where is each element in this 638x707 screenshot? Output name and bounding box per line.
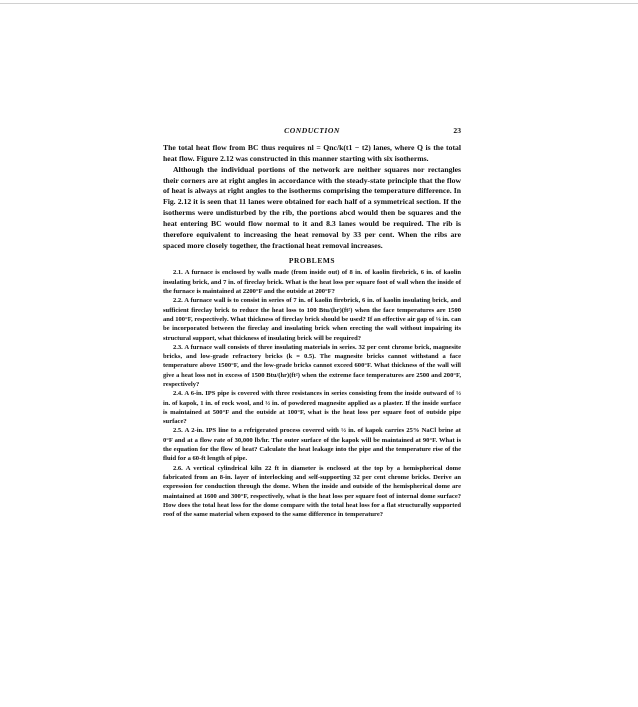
problems-heading: PROBLEMS xyxy=(288,256,336,266)
paragraph-1: The total heat flow from BC thus requires nl = Qnc/k(t1 − t2) lanes, where Q is the total heat flow. Figure 2.12 was constructed in this manner starting with six isotherms. xyxy=(163,143,461,163)
problem-2-6: 2.6. A vertical cylindrical kiln 22 ft in diameter is enclosed at the top by a hemispherical dome fabricated from an 8-in. layer of interlocking and self-supporting 32 per cent chrome bricks. Derive an expression for conduction through the dome. When the inside and outside of the hemispherical dome are maintained at 1600 and 300°F, respectively, what is the heat loss per square foot of internal dome surface? How does the total heat loss for the dome compare with the total heat loss for a flat structurally supported roof of the same material when exposed to the same difference in temperature? xyxy=(163,464,461,519)
problem-2-2: 2.2. A furnace wall is to consist in series of 7 in. of kaolin firebrick, 6 in. of kaolin insulating brick, and sufficient fireclay brick to reduce the heat loss to 100 Btu/(hr)(ft²) when the face temperatures are 1500 and 100°F, respectively. What thickness of fireclay brick should be used? If an effective air gap of ⅛ in. can be incorporated between the fireclay and insulating brick when erecting the wall without impairing its structural support, what thickness of insulating brick will be required? xyxy=(163,297,461,342)
problem-2-3: 2.3. A furnace wall consists of three insulating materials in series. 32 per cent chrome brick, magnesite bricks, and low-grade refractory bricks (k = 0.5). The magnesite bricks cannot withstand a face temperature above 1500°F, and the low-grade bricks cannot exceed 600°F. What thickness of the wall will give a heat loss not in excess of 1500 Btu/(hr)(ft²) when the extreme face temperatures are 2500 and 200°F, respectively? xyxy=(163,343,461,388)
book-page xyxy=(163,126,461,519)
problem-2-4: 2.4. A 6-in. IPS pipe is covered with three resistances in series consisting from the inside outward of ½ in. of kapok, 1 in. of rock wool, and ½ in. of powdered magnesite applied as a plaster. If the inside surface is maintained at 500°F and the outside at 100°F, what is the heat loss per square foot of outside pipe surface? xyxy=(163,390,461,426)
paragraph-2: Although the individual portions of the network are neither squares nor rectangles their corners are at right angles in accordance with the steady-state principle that the flow of heat is always at right angles to the isotherms comprising the temperature difference. In Fig. 2.12 it is seen that 11 lanes were obtained for each half of a symmetrical section. If the isotherms were undisturbed by the rib, the portions abcd would then be squares and the heat entering BC would flow normal to it and 8.3 lanes would be required. The rib is therefore equivalent to increasing the heat removal by 33 per cent. When the ribs are spaced more closely together, the fractional heat removal increases. xyxy=(163,164,461,250)
problem-2-1: 2.1. A furnace is enclosed by walls made (from inside out) of 8 in. of kaolin firebrick, 6 in. of kaolin insulating brick, and 7 in. of fireclay brick. What is the heat loss per square foot of wall when the inside of the furnace is maintained at 2200°F and the outside at 200°F? xyxy=(163,269,461,296)
running-head xyxy=(163,126,461,138)
running-title: CONDUCTION xyxy=(284,126,340,135)
problem-2-5: 2.5. A 2-in. IPS line to a refrigerated process covered with ½ in. of kapok carries 25% NaCl brine at 0°F and at a flow rate of 30,000 lb/hr. The outer surface of the kapok will be maintained at 90°F. What is the equation for the flow of heat? Calculate the heat leakage into the pipe and the temperature rise of the fluid for a 60-ft length of pipe. xyxy=(163,427,461,463)
top-divider-line xyxy=(0,3,638,4)
page-number: 23 xyxy=(453,126,461,135)
